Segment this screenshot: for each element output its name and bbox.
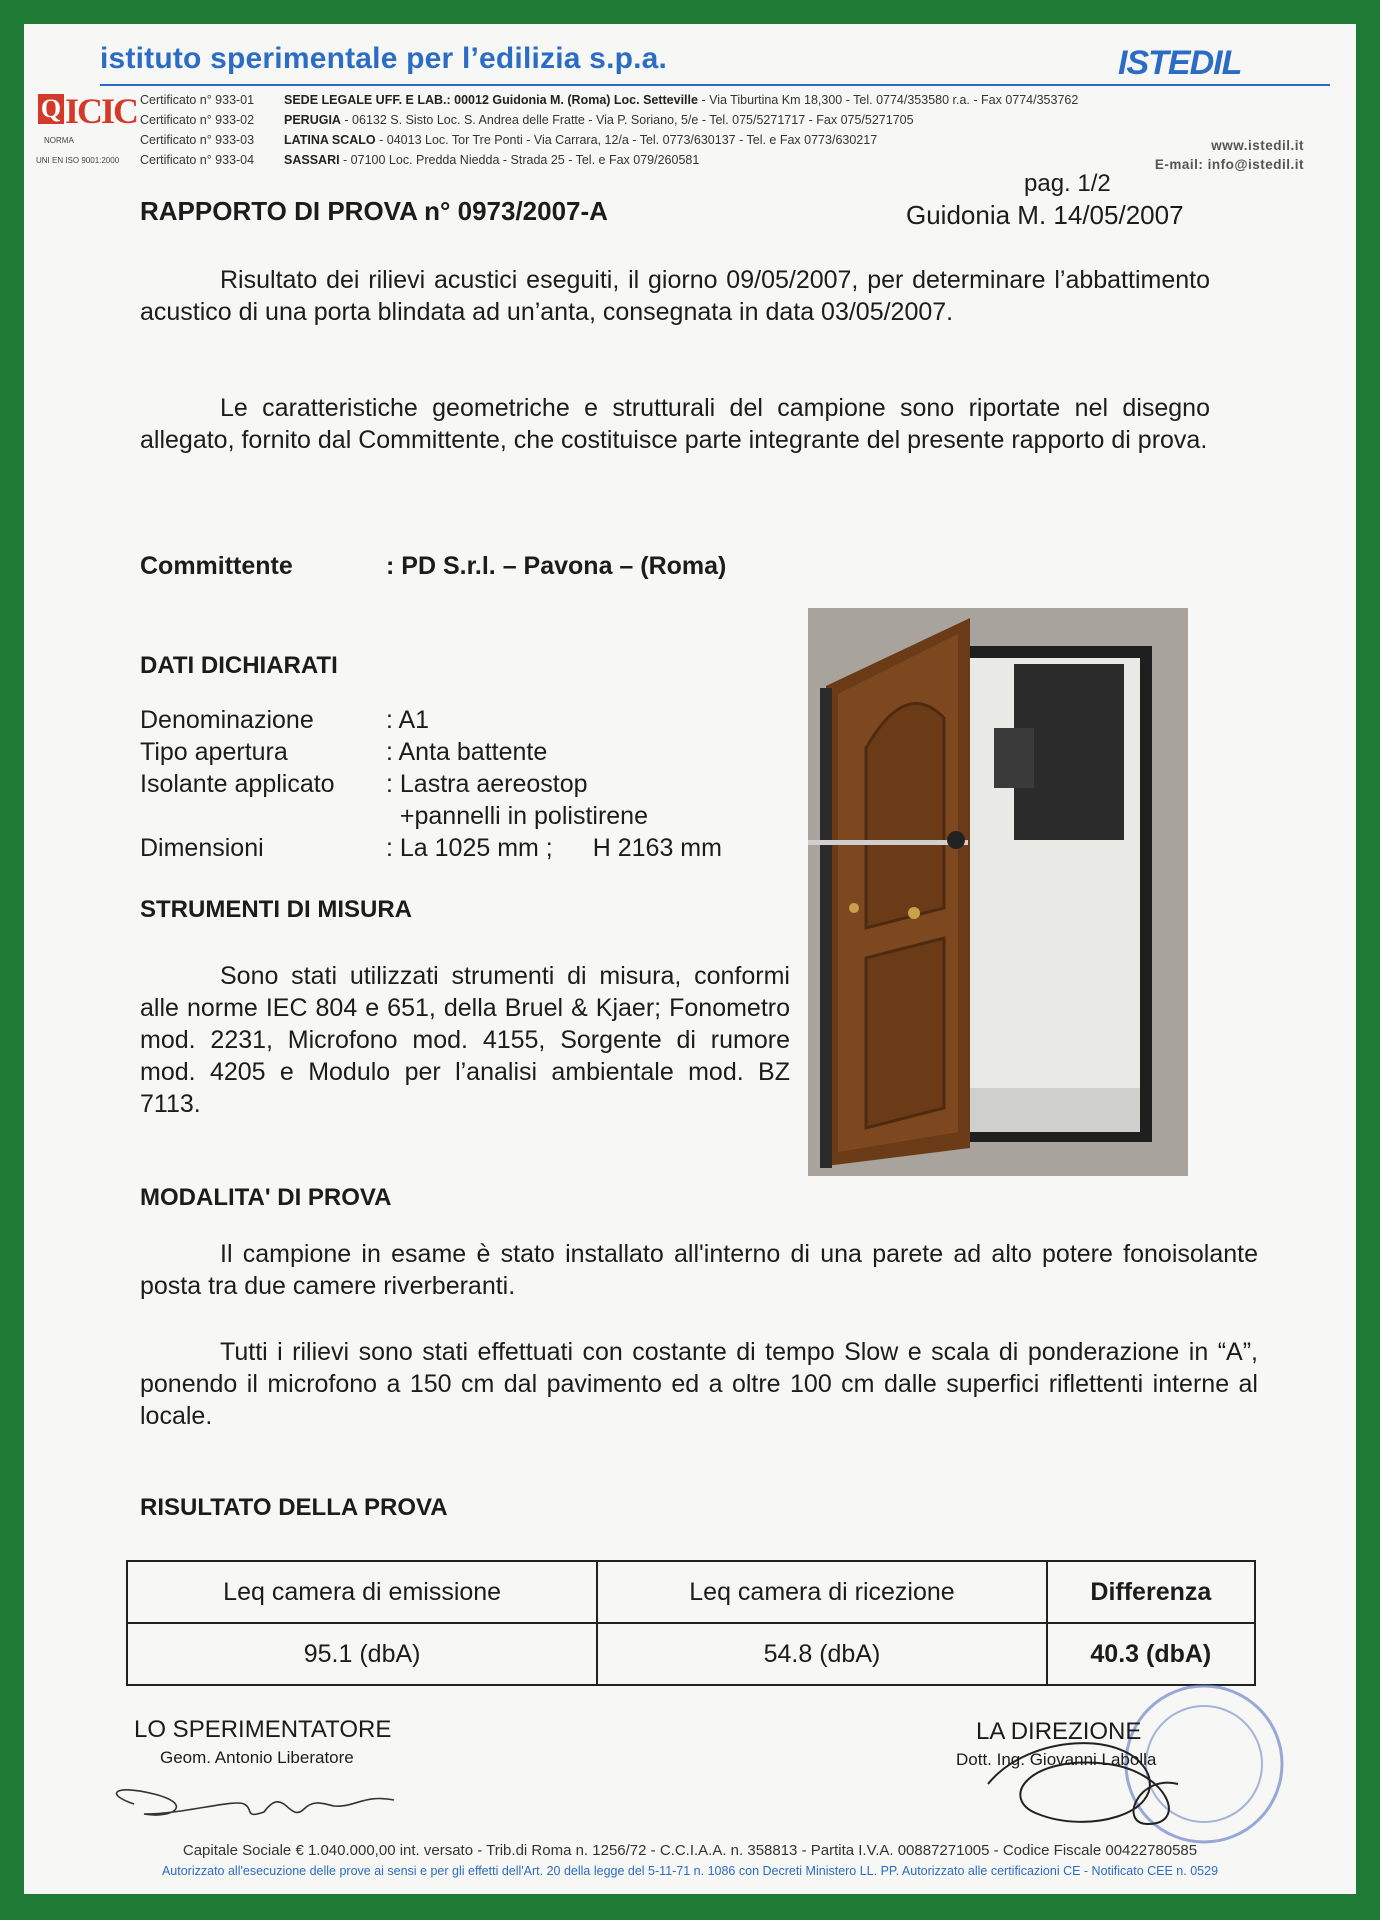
footer-authorization: Autorizzato all'esecuzione delle prove ai sensi e per gli effetti dell'Art. 20 della legge del 5-11-71 n. 1086 con Decreti Ministero LL. PP. Autorizzato alle certificazioni CE - Notificato CEE n. 0529 xyxy=(161,1864,1219,1878)
report-title: RAPPORTO DI PROVA n° 0973/2007-A xyxy=(140,196,608,226)
certificate-line: Certificato n° 933-03 LATINA SCALO - 04013 Loc. Tor Tre Ponti - Via Carrara, 12/a - Tel. 0773/630137 - Tel. e Fax 0773/630217 xyxy=(140,133,878,147)
declared-row: Tipo apertura : Anta battente xyxy=(140,738,548,766)
icic-logo xyxy=(32,88,138,132)
result-table xyxy=(126,1560,1256,1686)
direction-title: LA DIREZIONE xyxy=(976,1718,1142,1745)
tester-name: Geom. Antonio Liberatore xyxy=(160,1748,354,1767)
icic-logo-text: ICIC xyxy=(65,91,138,131)
declared-row: Dimensioni : La 1025 mm ; H 2163 mm xyxy=(140,834,722,862)
footer-company-info: Capitale Sociale € 1.040.000,00 int. versato - Trib.di Roma n. 1256/72 - C.C.I.A.A. n. 358813 - Partita I.V.A. 00887271005 - Codice Fiscale 00422780585 xyxy=(182,1842,1198,1859)
contact-block xyxy=(1155,136,1304,174)
door-photo xyxy=(808,608,1188,1176)
method-paragraph-1: Il campione in esame è stato installato all'interno di una parete ad alto potere fonoisolante posta tra due camere riverberanti. xyxy=(140,1240,1258,1300)
istedil-logo: ISTEDIL xyxy=(1118,44,1242,82)
declared-row: Denominazione : A1 xyxy=(140,706,430,734)
declared-data-list xyxy=(140,704,722,864)
sample-paragraph: Le caratteristiche geometriche e strutturali del campione sono riportate nel disegno allegato, fornito dal Committente, che costituisce parte integrante del presente rapporto di prova. xyxy=(140,394,1210,454)
certificate-line: Certificato n° 933-02 PERUGIA - 06132 S. Sisto Loc. S. Andrea delle Fratte - Via P. Soriano, 5/e - Tel. 075/5271717 - Fax 075/5271705 xyxy=(140,113,914,127)
icic-q-mark: Q xyxy=(38,94,64,124)
header-divider xyxy=(100,84,1330,86)
table-header-cell: Leq camera di emissione xyxy=(127,1561,597,1623)
email-link[interactable]: E-mail: info@istedil.it xyxy=(1154,157,1304,172)
icic-uni-standard: UNI EN ISO 9001:2000 xyxy=(36,156,120,165)
certificate-list xyxy=(140,90,1078,170)
table-header-cell: Differenza xyxy=(1047,1561,1255,1623)
table-header-row xyxy=(127,1561,1255,1623)
declared-data-heading: DATI DICHIARATI xyxy=(140,652,338,679)
document-page xyxy=(24,24,1356,1894)
report-date: Guidonia M. 14/05/2007 xyxy=(906,200,1184,230)
tester-signature xyxy=(94,1764,414,1834)
table-cell: 95.1 (dbA) xyxy=(127,1623,597,1685)
method-paragraph-2: Tutti i rilievi sono stati effettuati con costante di tempo Slow e scala di ponderazione in “A”, ponendo il microfono a 150 cm dal pavimento ed a oltre 100 cm dalle superfici riflettenti interne al locale. xyxy=(140,1338,1258,1430)
method-heading: MODALITA' DI PROVA xyxy=(140,1184,392,1211)
table-cell: 54.8 (dbA) xyxy=(597,1623,1046,1685)
certificate-line: Certificato n° 933-01 SEDE LEGALE UFF. E LAB.: 00012 Guidonia M. (Roma) Loc. Setteville - Via Tiburtina Km 18,300 - Tel. 0774/353580 r.a. - Fax 0774/353762 xyxy=(140,93,1079,107)
instruments-paragraph: Sono stati utilizzati strumenti di misura, conformi alle norme IEC 804 e 651, della Bruel & Kjaer; Fonometro mod. 2231, Microfono mod. 4155, Sorgente di rumore mod. 4205 e Modulo per l’analisi ambientale mod. BZ 7113. xyxy=(140,962,790,1118)
declared-row: +pannelli in polistirene xyxy=(386,802,648,830)
certificate-line: Certificato n° 933-04 SASSARI - 07100 Loc. Predda Niedda - Strada 25 - Tel. e Fax 079/260581 xyxy=(140,153,700,167)
institute-name: istituto sperimentale per l’edilizia s.p.a. xyxy=(100,42,668,75)
tester-title: LO SPERIMENTATORE xyxy=(134,1716,392,1743)
intro-paragraph: Risultato dei rilievi acustici eseguiti, il giorno 09/05/2007, per determinare l’abbattimento acustico di una porta blindata ad un’anta, consegnata in data 03/05/2007. xyxy=(140,266,1210,326)
table-cell: 40.3 (dbA) xyxy=(1047,1623,1255,1685)
table-header-cell: Leq camera di ricezione xyxy=(597,1561,1046,1623)
instruments-heading: STRUMENTI DI MISURA xyxy=(140,896,412,923)
page-number: pag. 1/2 xyxy=(1024,170,1111,197)
client-label: Committente xyxy=(140,552,293,580)
icic-norma: NORMA xyxy=(44,136,74,145)
client-value: : PD S.r.l. – Pavona – (Roma) xyxy=(386,552,727,580)
direction-name: Dott. Ing. Giovanni Labolla xyxy=(956,1750,1157,1769)
result-heading: RISULTATO DELLA PROVA xyxy=(140,1494,448,1521)
website-link[interactable]: www.istedil.it xyxy=(1211,138,1304,153)
declared-row: Isolante applicato : Lastra aereostop xyxy=(140,770,588,798)
